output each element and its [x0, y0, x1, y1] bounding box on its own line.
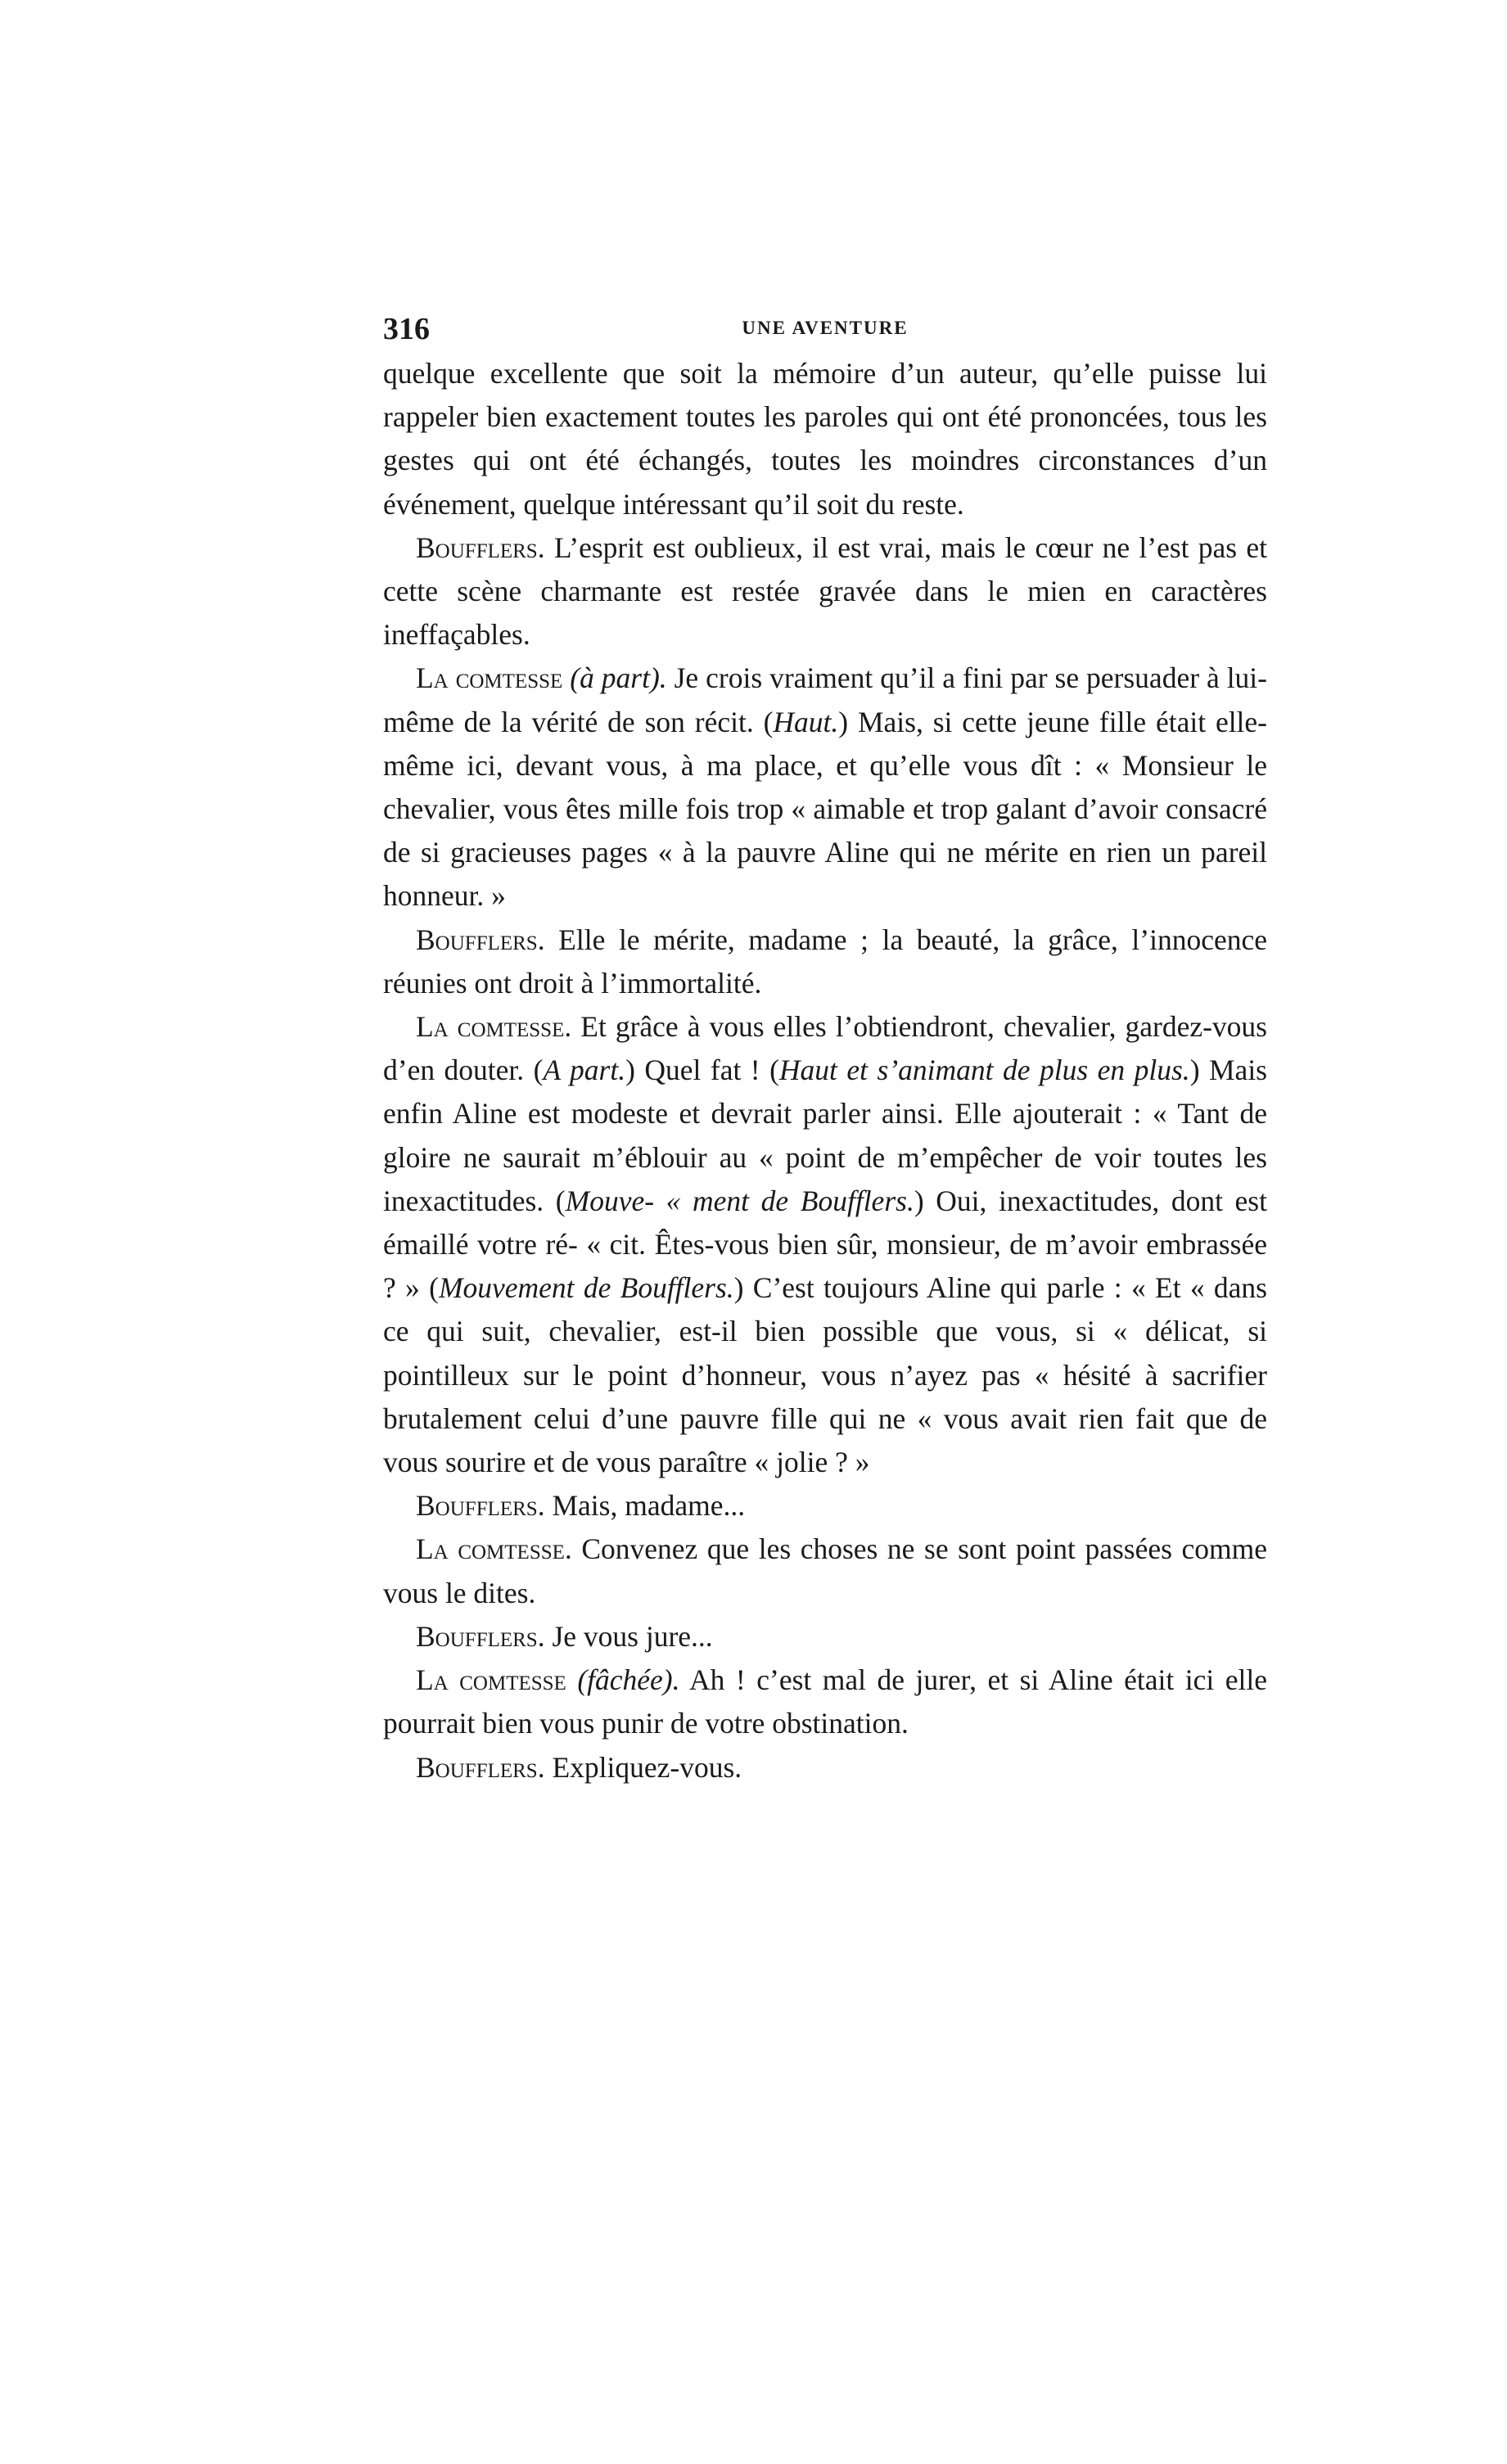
dialogue-text: Et grâce à vous elles l’obtiendront, chevalier, gardez-vous d’en douter. (	[383, 1010, 1267, 1087]
paragraph-7	[383, 1528, 1267, 1614]
speaker-name: La comtesse	[416, 661, 563, 695]
page-text	[383, 352, 1267, 1789]
paragraph-2	[383, 526, 1267, 657]
page-number: 316	[383, 312, 430, 346]
speaker-name: Boufflers.	[416, 1489, 545, 1523]
dialogue-text: Mais, madame...	[544, 1489, 746, 1523]
speaker-name: Boufflers.	[416, 1619, 545, 1653]
stage-direction: Mouve- « ment de Boufflers.	[565, 1184, 914, 1217]
speaker-name: La comtesse.	[416, 1010, 572, 1044]
paragraph-text: quelque excellente que soit la mémoire d’un auteur, qu’elle puisse lui rappeler bien exactement toutes les paroles qui ont été prononcées, tous les gestes qui ont été échangés, toutes les moindres circonstances d’un événement, quelque intéressant qu’il soit du reste.	[383, 357, 1267, 521]
dialogue-text: Expliquez-vous.	[544, 1750, 742, 1784]
dialogue-text: ) Quel fat ! (	[625, 1054, 779, 1087]
paragraph-10	[383, 1746, 1267, 1789]
dialogue-text: Elle le mérite, madame ; la beauté, la grâce, l’innocence réunies ont droit à l’immortalité.	[383, 923, 1267, 1000]
running-title: UNE AVENTURE	[742, 318, 909, 338]
book-page	[383, 311, 1267, 1789]
stage-direction: Mouvement de Boufflers.	[438, 1271, 734, 1305]
speaker-name: Boufflers.	[416, 1750, 545, 1784]
dialogue-text: Je crois vraiment qu’il a fini par se persuader à lui-même de la vérité de son récit. (	[383, 661, 1267, 738]
dialogue-text: ) Oui, inexactitudes, dont est émaillé votre ré- « cit. Êtes-vous bien sûr, monsieur, de m’avoir embrassée ? » (	[383, 1184, 1267, 1305]
paragraph-3	[383, 657, 1267, 918]
paragraph-1	[383, 352, 1267, 526]
speaker-name: Boufflers.	[416, 530, 545, 564]
dialogue-text: Ah ! c’est mal de jurer, et si Aline était ici elle pourrait bien vous punir de votre obstination.	[383, 1663, 1267, 1740]
stage-direction: (fâchée).	[577, 1663, 680, 1697]
speaker-name: La comtesse	[416, 1663, 566, 1697]
dialogue-text: Convenez que les choses ne se sont point passées comme vous le dites.	[383, 1532, 1267, 1609]
dialogue-text: Je vous jure...	[544, 1619, 713, 1653]
running-head	[383, 311, 1267, 344]
speaker-name: La comtesse.	[416, 1532, 572, 1566]
stage-direction: Haut et s’animant de plus en plus.	[778, 1054, 1190, 1087]
stage-direction: A part.	[543, 1054, 626, 1087]
dialogue-text: ) Mais, si cette jeune fille était elle-même ici, devant vous, à ma place, et qu’elle vous dît : « Monsieur le chevalier, vous êtes mille fois trop « aimable et trop galant d’avoir consacré de si gracieuses pages « à la pauvre Aline qui ne mérite en rien un pareil honneur. »	[383, 705, 1267, 913]
stage-direction: (à part).	[570, 661, 667, 695]
dialogue-text: ) C’est toujours Aline qui parle : « Et « dans ce qui suit, chevalier, est-il bien possible que vous, si « délicat, si pointilleux sur le point d’honneur, vous n’ayez pas « hésité à sacrifier brutalement celui d’une pauvre fille qui ne « vous avait rien fait que de vous sourire et de vous paraître « jolie ? »	[383, 1271, 1267, 1479]
dialogue-text: ) Mais enfin Aline est modeste et devrait parler ainsi. Elle ajouterait : « Tant de gloire ne saurait m’éblouir au « point de m’empêcher de voir toutes les inexactitudes. (	[383, 1054, 1267, 1217]
stage-direction: Haut.	[773, 705, 839, 738]
dialogue-text: L’esprit est oublieux, il est vrai, mais le cœur ne l’est pas et cette scène charmante est restée gravée dans le mien en caractères ineffaçables.	[383, 530, 1267, 652]
paragraph-5	[383, 1005, 1267, 1484]
paragraph-8	[383, 1615, 1267, 1658]
paragraph-6	[383, 1484, 1267, 1528]
paragraph-9	[383, 1658, 1267, 1745]
speaker-name: Boufflers.	[416, 923, 545, 956]
paragraph-4	[383, 918, 1267, 1005]
